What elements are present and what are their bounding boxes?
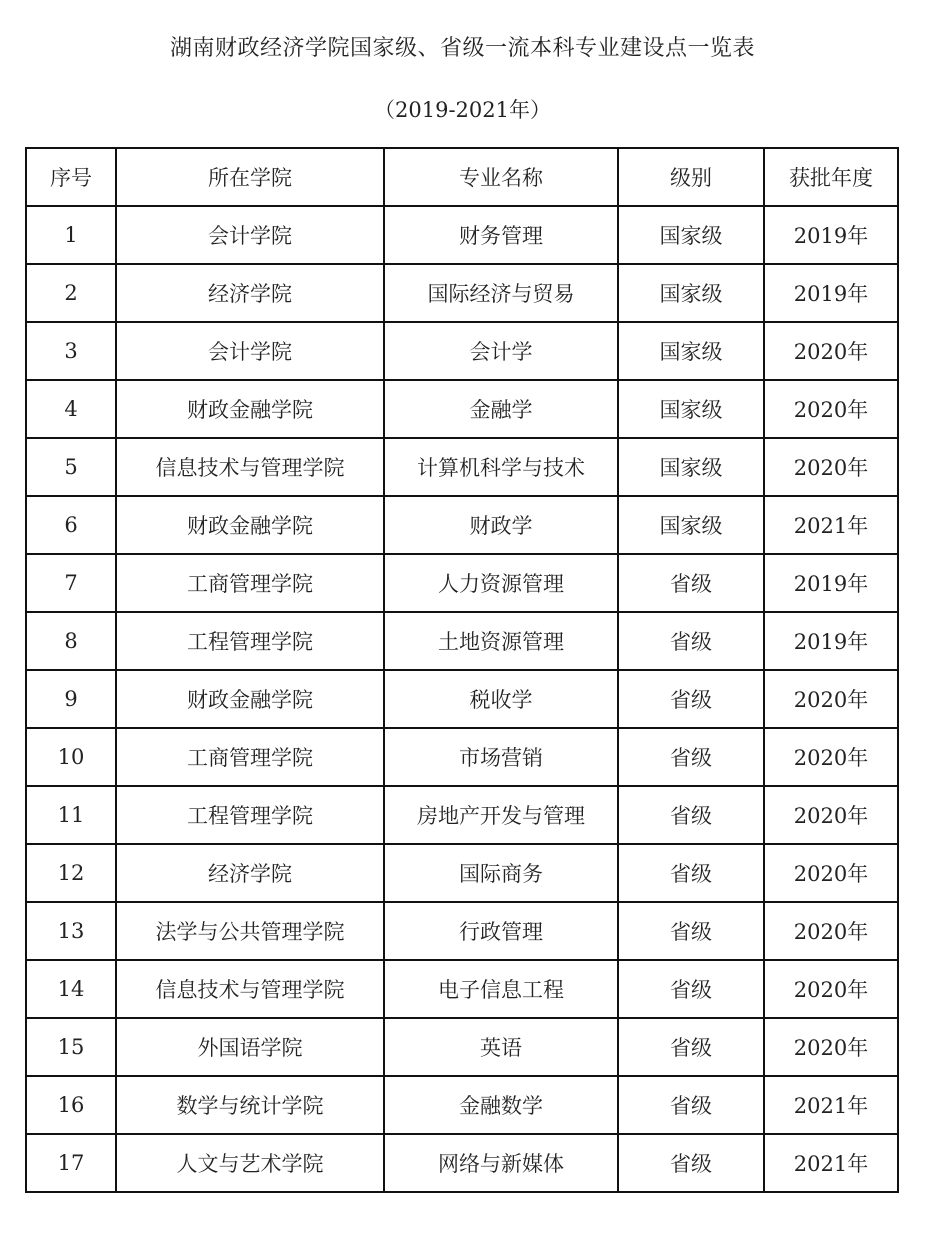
- cell-serial-number: 11: [26, 786, 116, 844]
- cell-approval-year: 2019年: [764, 264, 898, 322]
- cell-college: 数学与统计学院: [116, 1076, 384, 1134]
- table-row: [26, 438, 898, 496]
- cell-level: 国家级: [618, 380, 764, 438]
- cell-approval-year: 2020年: [764, 438, 898, 496]
- cell-approval-year: 2019年: [764, 612, 898, 670]
- cell-level: 省级: [618, 1076, 764, 1134]
- cell-college: 外国语学院: [116, 1018, 384, 1076]
- cell-level: 省级: [618, 960, 764, 1018]
- cell-major-name: 国际商务: [384, 844, 618, 902]
- cell-serial-number: 9: [26, 670, 116, 728]
- cell-level: 国家级: [618, 496, 764, 554]
- cell-serial-number: 12: [26, 844, 116, 902]
- cell-major-name: 网络与新媒体: [384, 1134, 618, 1192]
- cell-level: 省级: [618, 844, 764, 902]
- cell-major-name: 计算机科学与技术: [384, 438, 618, 496]
- header-serial-number: 序号: [26, 148, 116, 206]
- cell-major-name: 税收学: [384, 670, 618, 728]
- cell-major-name: 金融数学: [384, 1076, 618, 1134]
- table-row: [26, 1018, 898, 1076]
- cell-serial-number: 3: [26, 322, 116, 380]
- cell-major-name: 行政管理: [384, 902, 618, 960]
- cell-college: 工商管理学院: [116, 728, 384, 786]
- table-row: [26, 206, 898, 264]
- cell-college: 信息技术与管理学院: [116, 960, 384, 1018]
- header-major-name: 专业名称: [384, 148, 618, 206]
- cell-approval-year: 2020年: [764, 960, 898, 1018]
- table-row: [26, 380, 898, 438]
- cell-major-name: 国际经济与贸易: [384, 264, 618, 322]
- cell-approval-year: 2021年: [764, 1134, 898, 1192]
- cell-serial-number: 4: [26, 380, 116, 438]
- cell-approval-year: 2020年: [764, 728, 898, 786]
- cell-level: 省级: [618, 728, 764, 786]
- cell-major-name: 电子信息工程: [384, 960, 618, 1018]
- cell-level: 国家级: [618, 206, 764, 264]
- cell-major-name: 土地资源管理: [384, 612, 618, 670]
- cell-college: 经济学院: [116, 264, 384, 322]
- cell-major-name: 财政学: [384, 496, 618, 554]
- cell-level: 国家级: [618, 438, 764, 496]
- cell-serial-number: 2: [26, 264, 116, 322]
- cell-approval-year: 2020年: [764, 902, 898, 960]
- cell-level: 省级: [618, 902, 764, 960]
- cell-major-name: 会计学: [384, 322, 618, 380]
- document-subtitle: （2019-2021年）: [374, 98, 551, 122]
- cell-serial-number: 16: [26, 1076, 116, 1134]
- cell-major-name: 财务管理: [384, 206, 618, 264]
- cell-approval-year: 2020年: [764, 322, 898, 380]
- cell-serial-number: 7: [26, 554, 116, 612]
- cell-approval-year: 2020年: [764, 786, 898, 844]
- cell-college: 财政金融学院: [116, 496, 384, 554]
- cell-approval-year: 2020年: [764, 670, 898, 728]
- document-title: 湖南财政经济学院国家级、省级一流本科专业建设点一览表: [169, 36, 755, 61]
- table-row: [26, 1076, 898, 1134]
- cell-serial-number: 14: [26, 960, 116, 1018]
- cell-approval-year: 2020年: [764, 844, 898, 902]
- cell-serial-number: 13: [26, 902, 116, 960]
- cell-major-name: 英语: [384, 1018, 618, 1076]
- cell-major-name: 市场营销: [384, 728, 618, 786]
- cell-approval-year: 2021年: [764, 1076, 898, 1134]
- cell-serial-number: 6: [26, 496, 116, 554]
- cell-major-name: 房地产开发与管理: [384, 786, 618, 844]
- table-row: [26, 670, 898, 728]
- table-row: [26, 728, 898, 786]
- cell-college: 人文与艺术学院: [116, 1134, 384, 1192]
- table-header: [26, 148, 898, 206]
- cell-level: 省级: [618, 612, 764, 670]
- cell-approval-year: 2019年: [764, 206, 898, 264]
- cell-level: 国家级: [618, 322, 764, 380]
- cell-college: 工商管理学院: [116, 554, 384, 612]
- cell-major-name: 人力资源管理: [384, 554, 618, 612]
- cell-college: 财政金融学院: [116, 380, 384, 438]
- cell-approval-year: 2019年: [764, 554, 898, 612]
- table-row: [26, 960, 898, 1018]
- cell-college: 信息技术与管理学院: [116, 438, 384, 496]
- header-level: 级别: [618, 148, 764, 206]
- header-college: 所在学院: [116, 148, 384, 206]
- cell-serial-number: 15: [26, 1018, 116, 1076]
- cell-college: 工程管理学院: [116, 612, 384, 670]
- table-row: [26, 1134, 898, 1192]
- table-row: [26, 844, 898, 902]
- cell-college: 法学与公共管理学院: [116, 902, 384, 960]
- table-row: [26, 902, 898, 960]
- cell-college: 财政金融学院: [116, 670, 384, 728]
- cell-level: 省级: [618, 1134, 764, 1192]
- cell-college: 经济学院: [116, 844, 384, 902]
- cell-serial-number: 1: [26, 206, 116, 264]
- table-row: [26, 786, 898, 844]
- cell-serial-number: 10: [26, 728, 116, 786]
- cell-college: 会计学院: [116, 206, 384, 264]
- cell-level: 省级: [618, 786, 764, 844]
- cell-serial-number: 17: [26, 1134, 116, 1192]
- table-row: [26, 554, 898, 612]
- cell-college: 会计学院: [116, 322, 384, 380]
- cell-level: 省级: [618, 1018, 764, 1076]
- cell-college: 工程管理学院: [116, 786, 384, 844]
- cell-level: 省级: [618, 670, 764, 728]
- cell-approval-year: 2020年: [764, 1018, 898, 1076]
- table-row: [26, 612, 898, 670]
- table-row: [26, 322, 898, 380]
- cell-approval-year: 2021年: [764, 496, 898, 554]
- cell-level: 国家级: [618, 264, 764, 322]
- cell-major-name: 金融学: [384, 380, 618, 438]
- cell-level: 省级: [618, 554, 764, 612]
- table-row: [26, 264, 898, 322]
- cell-serial-number: 8: [26, 612, 116, 670]
- cell-serial-number: 5: [26, 438, 116, 496]
- cell-approval-year: 2020年: [764, 380, 898, 438]
- header-approval-year: 获批年度: [764, 148, 898, 206]
- table-body: [26, 206, 898, 1192]
- major-list-table: [25, 147, 899, 1193]
- table-row: [26, 496, 898, 554]
- header-row: [26, 148, 898, 206]
